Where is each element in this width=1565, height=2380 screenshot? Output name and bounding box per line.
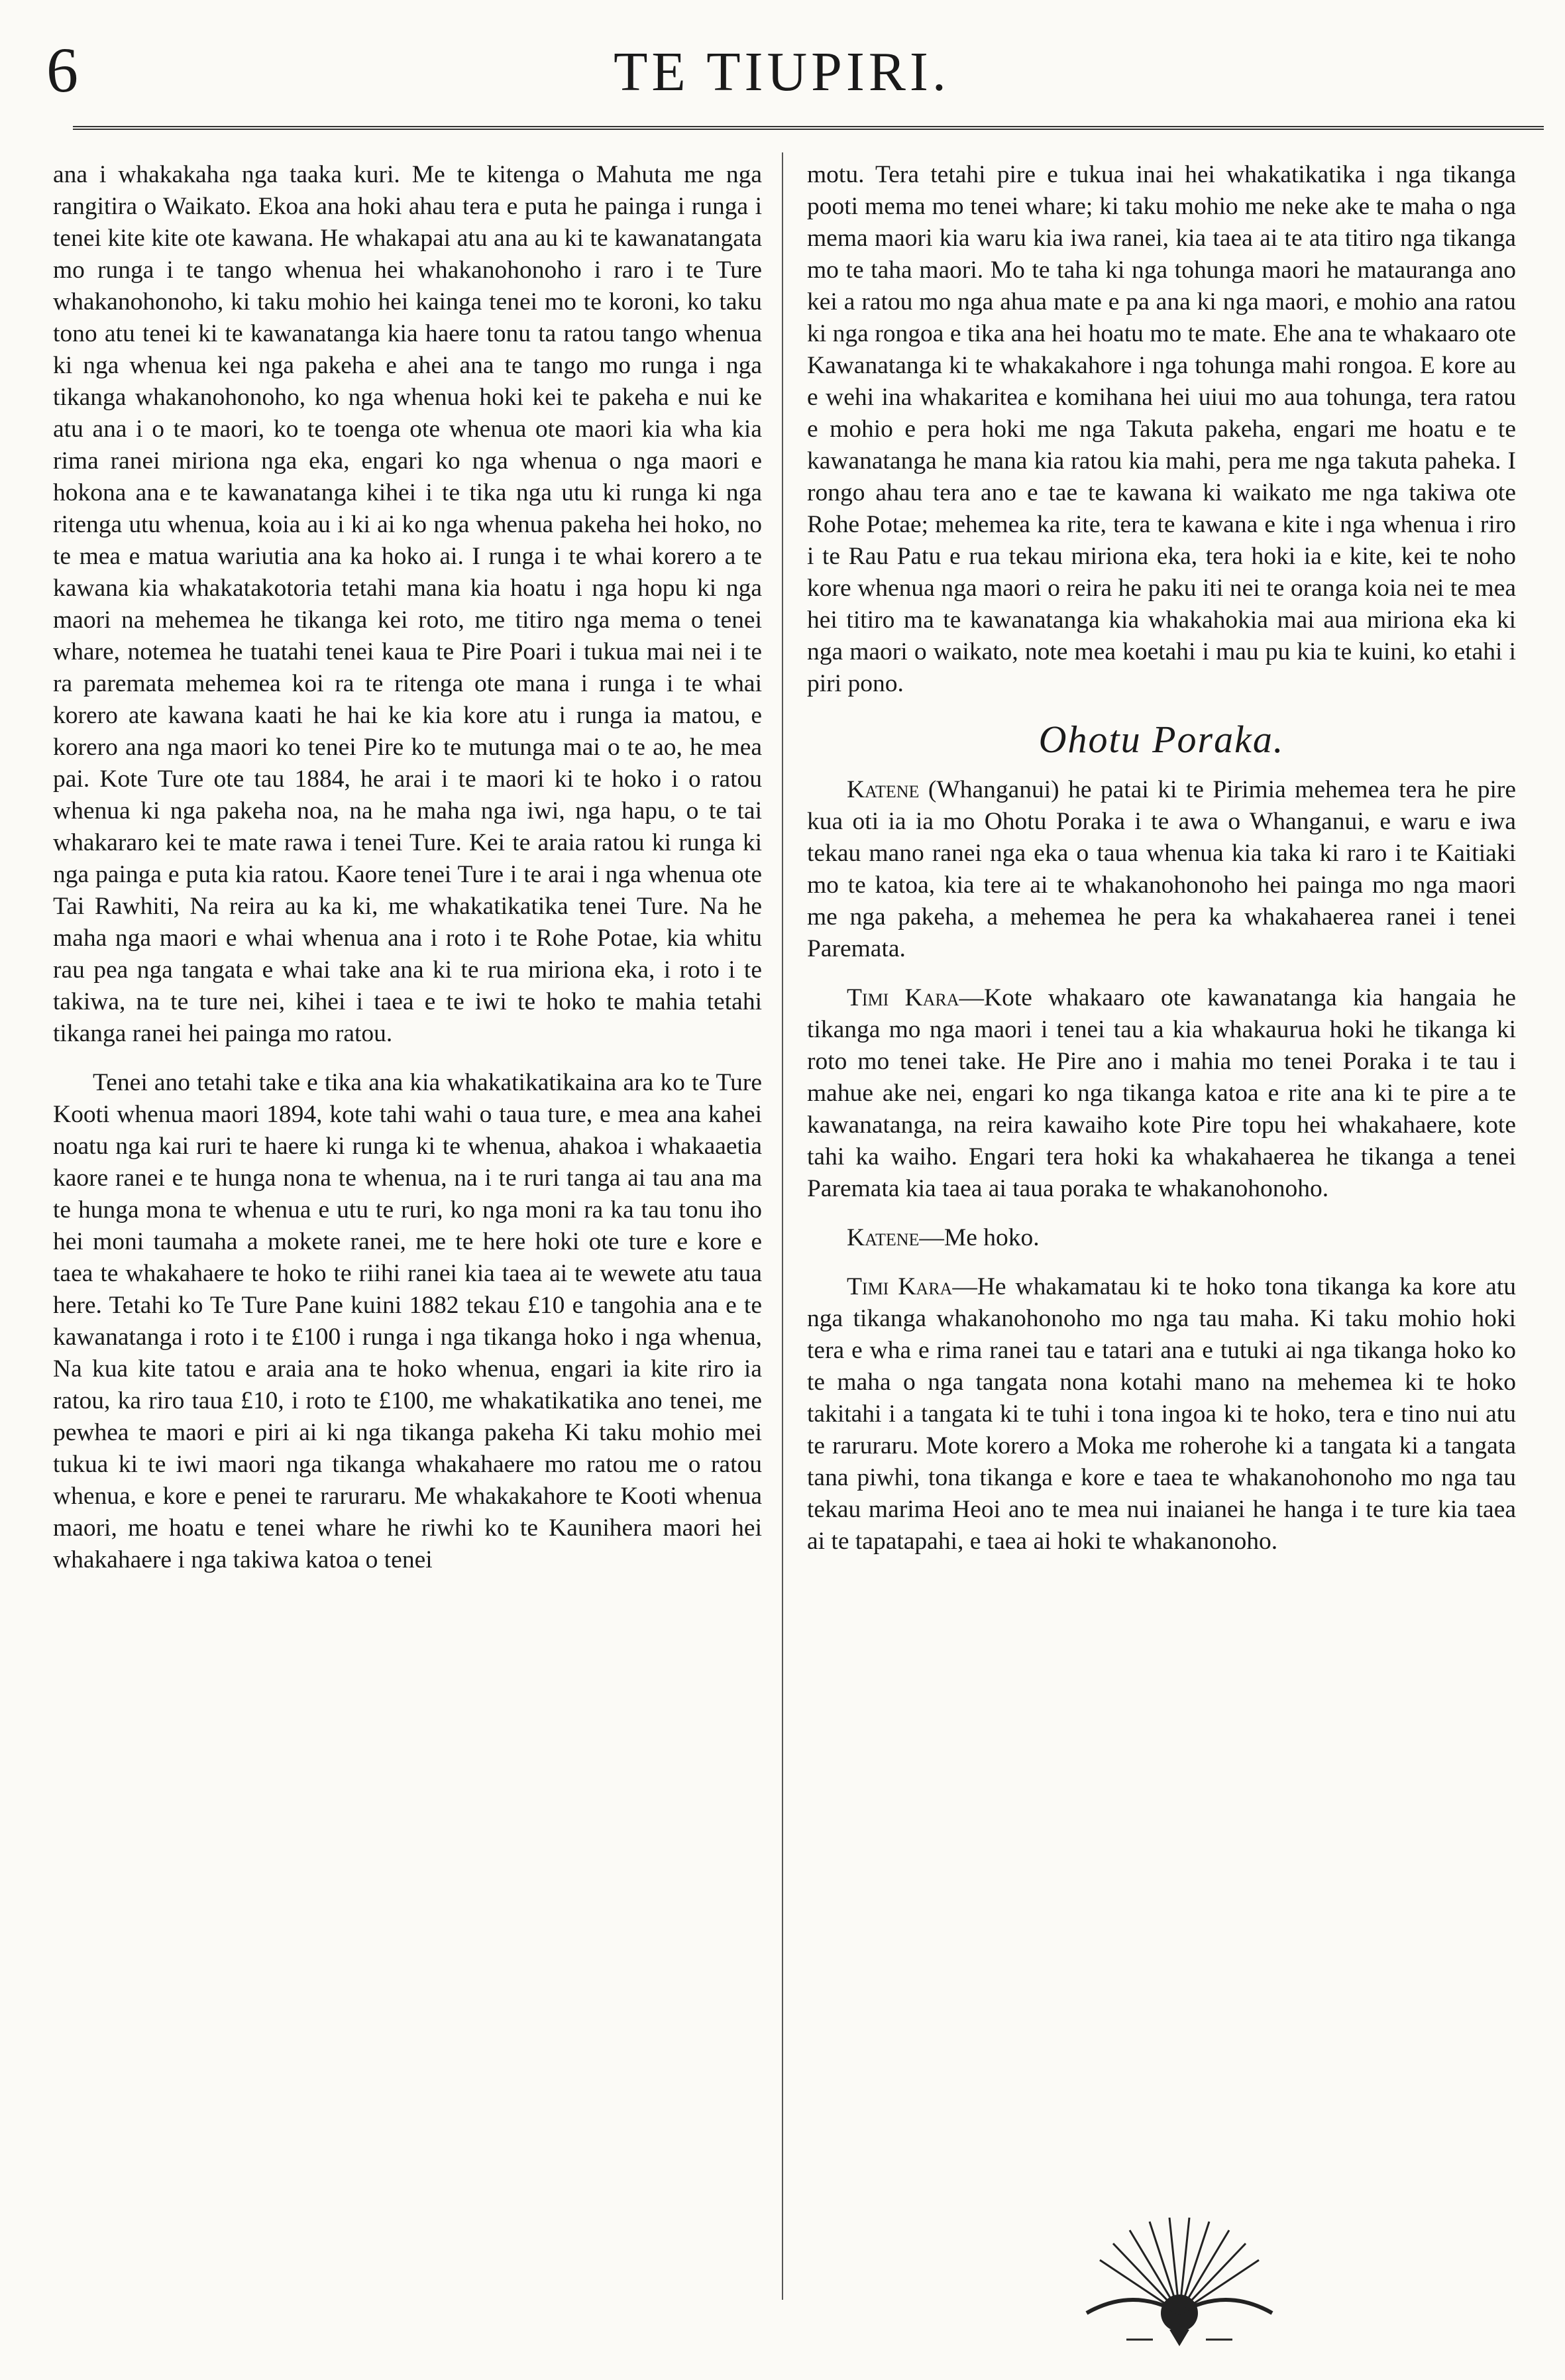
sunburst-ornament-icon [1060, 2214, 1299, 2346]
page-header [40, 20, 1524, 126]
page-title: TE TIUPIRI. [614, 41, 950, 103]
speech-text: —Kote whakaaro ote kawanatanga kia hangaia he tikanga mo nga maori i tenei tau a kia whakaurua hoki he tikanga ki roto mo tenei take. He Pire ano i mahia mo tenei Poraka i te tau i mahue ake nei, engari ko nga tikanga katoa e rite ana ki te pire a te kawanatanga, na reira kawaiho kote Pire topu hei whakahaere, kote tahi ka waiho. Engari tera hoki ka whakahaerea he tikanga a tenei Paremata kia taea ai taua poraka te whakanohonoho. [807, 984, 1516, 1202]
sunburst-ornament-icon [1060, 2214, 1299, 2346]
speaker-name: Timi Kara [847, 984, 959, 1011]
header-rule [73, 126, 1544, 130]
page-number: 6 [46, 34, 78, 105]
speech-text: —He whakamatau ki te hoko tona tikanga ka kore atu nga tikanga whakanohonoho mo nga tau maha. Ki taku mohio hoki tera e wha e rima ranei tau e tatari ana e tutuki ai nga tikanga hoko ko te maha o nga tangata nona kotahi mano na mehemea ki te hoko takitahi i a tangata ki te tuhi i tona ingoa ki te hoko, tera e tino nui atu te raruraru. Mote korero a Moka me roherohe ki a tangata ki a tangata tana piwhi, tona tikanga e kore e taea te whakanohonoho mo nga tau tekau marima Heoi ano te mea nui inaianei he hanga i te ture kia taea ai te tapatapahi, e taea ai hoki te whakanonoho. [807, 1273, 1516, 1555]
speaker-name: Timi Kara [847, 1273, 953, 1300]
speaker-name: Katene [847, 776, 920, 803]
speech-text: —Me hoko. [919, 1224, 1040, 1251]
section-heading: Ohotu Poraka. [1038, 718, 1285, 761]
speech-text: (Whanganui) he patai ki te Pirimia mehemea tera he pire kua oti ia ia mo Ohotu Poraka i te awa o Whanganui, e waru e iwa tekau mano ranei nga eka o taua whenua kia taka ki raro i te Kaitiaki mo te katoa, kia tere ai te whakanohonoho hei painga mo nga maori me nga pakeha, a mehemea he pera ka whakahaerea ranei i tenei Paremata. [807, 776, 1516, 962]
exchange-paragraph [807, 1271, 1516, 1558]
speaker-name: Katene [847, 1224, 920, 1251]
article-paragraph: Tenei ano tetahi take e tika ana kia whakatikatikaina ara ko te Ture Kooti whenua maori 1894, kote tahi wahi o taua ture, e mea ana kahei noatu nga kai ruri te haere ki runga ki te whenua, ahakoa i whakaaetia kaore ranei e te hunga nona te whenua, na i te ruri tanga ai tau ana ma te hunga mona te whenua e utu te ruri, ko nga moni ra ka tau tonu iho hei moni taumaha a mokete ranei, me te here hoki ote ture e kore e taea te whakahaere te hoko te riihi ranei kia taea ai te wewete atu taua here. Tetahi ko Te Ture Pane kuini 1882 tekau £10 e tangohia ana e te kawanatanga i roto i te £100 i runga i nga tikanga hoko i nga whenua, Na kua kite tatou e araia ana te hoko whenua, engari ia kite riro ia ratou, ka riro taua £10, i roto te £100, me whakatikatika ano tenei, me pewhea te maori e piri ai ki nga tikanga pakeha Ki taku mohio mei tukua ki te iwi maori nga tikanga whakahaere mo ratou me o ratou whenua, e kore e penei te raruraru. Me whakakahore te Kooti whenua maori, me hoatu e tenei whare he riwhi ko te Kaunihera maori hei whakahaere i nga takiwa katoa o tenei [53, 1069, 762, 1573]
right-column [807, 159, 1516, 2346]
exchange-paragraph [807, 774, 1516, 965]
left-column [53, 159, 762, 2346]
column-divider [782, 152, 783, 2300]
exchange-paragraph [807, 982, 1516, 1205]
exchange-paragraph [807, 1222, 1516, 1254]
article-paragraph: motu. Tera tetahi pire e tukua inai hei whakatikatika i nga tikanga pooti mema mo tenei whare; ki taku mohio me neke ake te maha o nga mema maori kia waru kia iwa ranei, kia taea ai te ata titiro nga tikanga mo te taha maori. Mo te taha ki nga tohunga maori he matauranga ano kei a ratou mo nga ahua mate e pa ana ki nga maori, e mohio ana ratou ki nga rongoa e tika ana hei hoatu mo te mate. Ehe ana te whakaaro ote Kawanatanga ki te whakakahore i nga tohunga mahi rongoa. E kore au e wehi ina whakaritea e komihana hei uiui mo aua tohunga, tera ratou e mohio e pera hoki me nga Takuta pakeha, engari me hoatu e te kawanatanga he mana kia ratou kia mahi, pera me nga takuta paheka. I rongo ahau tera ano e tae te kawana ki waikato me nga takiwa ote Rohe Potae; mehemea ka rite, tera te kawana e kite i nga whenua i riro i te Rau Patu e rua tekau miriona eka, tera hoki ia e kite, kei te noho kore whenua nga maori o reira he paku iti nei te oranga koia nei te mea hei titiro ma te kawanatanga kia whakahokia mai aua miriona eka ki nga maori o waikato, note mea koetahi i mau pu kia te kuini, ko etahi i piri pono. [807, 161, 1516, 697]
article-paragraph: ana i whakakaha nga taaka kuri. Me te kitenga o Mahuta me nga rangitira o Waikato. Ekoa ana hoki ahau tera e puta he painga i runga i tenei kite kite ote kawana. He whakapai atu ana au ki te kawanatangata mo runga i te tango whenua hei whakanohonoho i raro i te Ture whakanohonoho, ki taku mohio hei kainga tenei mo te koroni, ko taku tono atu tenei ki te kawanatanga kia haere tonu ta ratou tango whenua ki nga whenua kei nga pakeha e ahei ana te tango mo runga i nga tikanga whakanohonoho, ko nga whenua hoki kei te pakeha e nui ke atu ana i o te maori, ko te toenga ote whenua ote maori kia wha kia rima ranei miriona nga eka, engari ko nga whenua o nga maori e hokona ana e te kawanatanga kihei i te tika nga utu ki runga ki nga ritenga utu whenua, koia au i ki ai ko nga whenua pakeha hei hoko, no te mea e matua wariutia ana ka hoko ai. I runga i te whai korero a te kawana kia whakatakotoria tetahi mana kia hoatu i nga hopu ki nga maori na mehemea he tikanga kei roto, me titiro nga mema o tenei whare, notemea he tuatahi tenei kaua te Pire Poari i tukua mai nei i te ra paremata mehemea koi ra te ritenga ote mana i runga i te whai korero ate kawana kaati he hai ke kia kore atu i runga ia matou, e korero ana nga maori ko tenei Pire ko te mutunga mai o te ao, he mea pai. Kote Ture ote tau 1884, he arai i te maori ki te hoko i o ratou whenua ki nga pakeha noa, na he maha nga iwi, nga hapu, o te tai whakararo kei te mate rawa i tenei Ture. Kei te araia ratou ki runga ki nga painga e puta kia ratou. Kaore tenei Ture i te arai i nga whenua ote Tai Rawhiti, Na reira au ka ki, me whakatikatika tenei Ture. Na he maha nga maori e whai whenua ana i roto i te Rohe Potae, kia whitu rau pea nga tangata e whai take ana ki te rua miriona eka, i roto i te takiwa, na te ture nei, kihei i taea e te iwi te hoko te mahia tetahi tikanga ranei hei painga mo ratou. [53, 161, 762, 1047]
